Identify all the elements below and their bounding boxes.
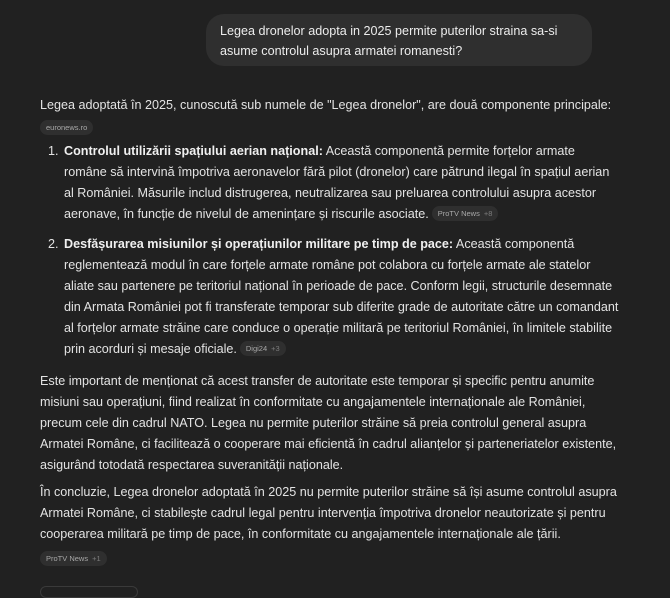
list-item-number: 1. (48, 144, 59, 158)
sources-button[interactable] (40, 586, 138, 598)
source-chip-count: +8 (483, 209, 493, 219)
source-chip-label: ProTV News (437, 209, 480, 219)
answer-intro: Legea adoptată în 2025, cunoscută sub numele de "Legea dronelor", are două componente principale: (40, 98, 612, 112)
list-item (40, 141, 620, 225)
source-chip-protv-final[interactable] (40, 551, 107, 566)
final-source-row (40, 547, 620, 570)
components-list (40, 141, 620, 360)
user-message-bubble (206, 14, 592, 66)
answer-paragraph: Este important de menționat că acest transfer de autoritate este temporar și specific pentru anumite misiuni sau operațiuni, fiind realizat în conformitate cu angajamentele internaționale ale României, precum cele din cadrul NATO. Legea nu permite puterilor străine să preia controlul general asupra Armatei Române, ci facilitează o cooperare mai eficientă în cadrul alianțelor și parteneriatelor existente, asigurând totodată respectarea suveranității naționale. (40, 374, 617, 472)
list-item-title: Controlul utilizării spațiului aerian național: (64, 144, 323, 158)
source-chip-count: +1 (92, 554, 101, 563)
source-chip-count: +3 (271, 344, 280, 354)
list-item-text: Această componentă permite forțelor armate române să intervină împotriva aeronavelor fără pilot (dronelor) care pătrund ilegal în spațiul aerian al României. Măsurile includ distrugerea, neutralizarea sau preluarea controlului asupra acestor aeronave, în funcție de nivelul de amenințare și riscurile asociate. (64, 144, 610, 221)
list-item-text: Această componentă reglementează modul în care forțele armate române pot colabora cu forțele armate ale statelor aliate sau partenere pe teritoriul național în perioade de pace. Conform legii, structurile desemnate din Armata României pot fi transferate temporar sub diferite grade de autoritate către un comandant al forțelor armate străine care conduce o operație militară pe teritoriul României, în limitele stabilite prin acorduri și mesaje oficiale. (64, 237, 619, 356)
source-chip-digi24[interactable] (240, 341, 286, 356)
assistant-answer (40, 95, 620, 570)
list-item (40, 234, 620, 360)
intro-source-row (40, 116, 620, 139)
source-chip-label: ProTV News (46, 554, 89, 563)
source-chip-protv[interactable] (432, 206, 499, 221)
source-chip-label: Digi24 (245, 344, 268, 354)
list-item-number: 2. (48, 237, 59, 251)
list-item-title: Desfășurarea misiunilor și operațiunilor militare pe timp de pace: (64, 237, 454, 251)
answer-conclusion: În concluzie, Legea dronelor adoptată în 2025 nu permite puterilor străine să își asume controlul asupra Armatei Române, ci stabilește cadrul legal pentru intervenția împotriva dronelor neautorizate și pentru cooperarea militară pe timp de pace, în conformitate cu angajamentele internaționale ale țării. (40, 485, 617, 541)
source-chip-euronews[interactable] (40, 120, 93, 135)
user-message-text: Legea dronelor adopta in 2025 permite puterilor straina sa-si asume controlul asupra armatei romanesti? (220, 24, 558, 58)
source-chip-label: euronews.ro (46, 123, 88, 132)
